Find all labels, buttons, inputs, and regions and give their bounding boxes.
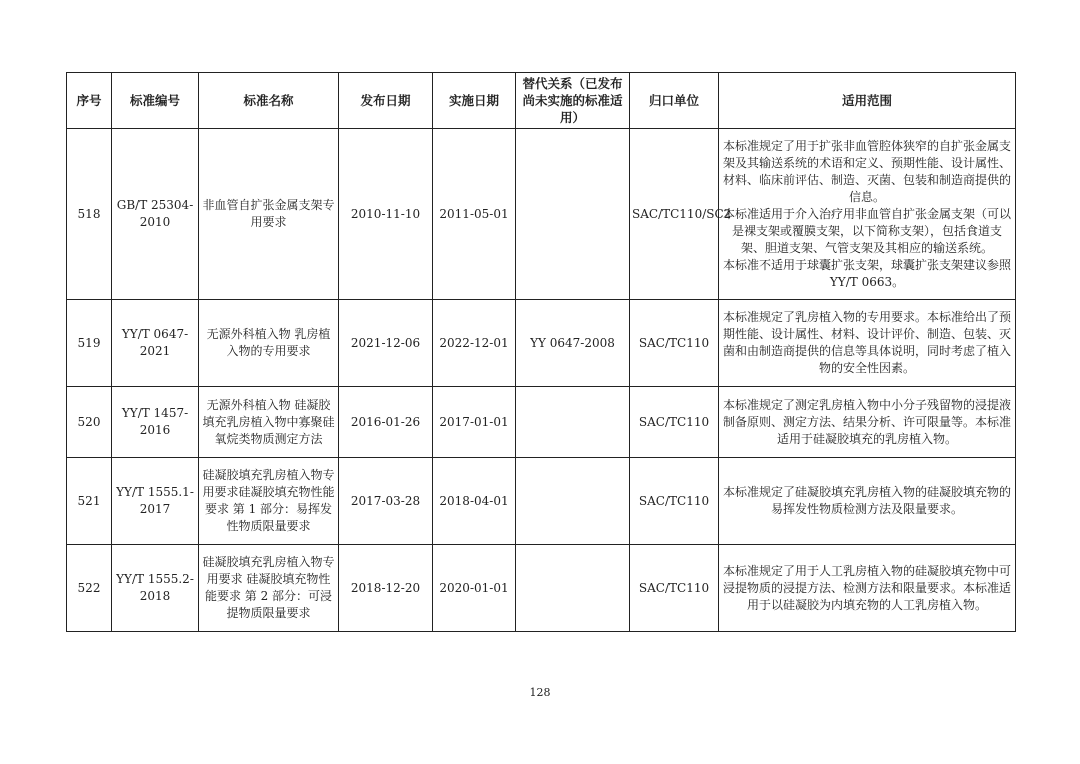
cell-name: 非血管自扩张金属支架专用要求 (199, 129, 339, 300)
scope-paragraph: 本标准规定了用于扩张非血管腔体狭窄的自扩张金属支架及其输送系统的术语和定义、预期性能、设计属性、材料、临床前评估、制造、灭菌、包装和制造商提供的信息。 (722, 138, 1011, 204)
cell-scope (719, 387, 1016, 458)
cell-unit: SAC/TC110 (630, 387, 719, 458)
cell-release-date: 2018-12-20 (339, 545, 433, 632)
table-row (67, 458, 1016, 545)
standards-table (66, 72, 1016, 632)
cell-seq: 522 (67, 545, 112, 632)
cell-replacement (516, 458, 630, 545)
scope-paragraph: 本标准规定了乳房植入物的专用要求。本标准给出了预期性能、设计属性、材料、设计评价、制造、包装、灭菌和由制造商提供的信息等具体说明，同时考虑了植入物的安全性因素。 (722, 310, 1011, 375)
cell-scope (719, 458, 1016, 545)
header-scope: 适用范围 (719, 73, 1016, 129)
cell-scope (719, 545, 1016, 632)
cell-implement-date: 2018-04-01 (433, 458, 516, 545)
cell-unit: SAC/TC110 (630, 458, 719, 545)
cell-code: YY/T 1457-2016 (112, 387, 199, 458)
scope-paragraph: 本标准适用于介入治疗用非血管自扩张金属支架（可以是裸支架或覆膜支架，以下简称支架），包括食道支架、胆道支架、气管支架及其相应的输送系统。 (722, 206, 1011, 255)
cell-release-date: 2010-11-10 (339, 129, 433, 300)
scope-paragraph: 本标准规定了硅凝胶填充乳房植入物的硅凝胶填充物的易挥发性物质检测方法及限量要求。 (722, 485, 1011, 516)
cell-code: YY/T 1555.1-2017 (112, 458, 199, 545)
scope-paragraph: 本标准不适用于球囊扩张支架，球囊扩张支架建议参照 YY/T 0663。 (722, 257, 1011, 289)
cell-code: YY/T 1555.2-2018 (112, 545, 199, 632)
cell-name: 无源外科植入物 乳房植入物的专用要求 (199, 300, 339, 387)
page-number: 128 (529, 686, 551, 699)
cell-name: 无源外科植入物 硅凝胶填充乳房植入物中寡聚硅氧烷类物质测定方法 (199, 387, 339, 458)
cell-seq: 521 (67, 458, 112, 545)
header-implement-date: 实施日期 (433, 73, 516, 129)
cell-name: 硅凝胶填充乳房植入物专用要求 硅凝胶填充物性能要求 第 2 部分：可浸提物质限量要求 (199, 545, 339, 632)
cell-release-date: 2021-12-06 (339, 300, 433, 387)
header-unit: 归口单位 (630, 73, 719, 129)
table-row (67, 545, 1016, 632)
cell-implement-date: 2017-01-01 (433, 387, 516, 458)
cell-code: YY/T 0647-2021 (112, 300, 199, 387)
cell-replacement (516, 545, 630, 632)
cell-replacement: YY 0647-2008 (516, 300, 630, 387)
cell-name: 硅凝胶填充乳房植入物专用要求硅凝胶填充物性能要求 第 1 部分：易挥发性物质限量要求 (199, 458, 339, 545)
header-code: 标准编号 (112, 73, 199, 129)
header-seq: 序号 (67, 73, 112, 129)
cell-code: GB/T 25304-2010 (112, 129, 199, 300)
header-release-date: 发布日期 (339, 73, 433, 129)
cell-implement-date: 2020-01-01 (433, 545, 516, 632)
table-header-row (67, 73, 1016, 129)
cell-implement-date: 2011-05-01 (433, 129, 516, 300)
cell-release-date: 2017-03-28 (339, 458, 433, 545)
cell-unit: SAC/TC110 (630, 545, 719, 632)
scope-paragraph: 本标准规定了测定乳房植入物中小分子残留物的浸提液制备原则、测定方法、结果分析、许可限量等。本标准适用于硅凝胶填充的乳房植入物。 (722, 397, 1011, 446)
table-row (67, 129, 1016, 300)
cell-scope (719, 129, 1016, 300)
cell-seq: 520 (67, 387, 112, 458)
table-row (67, 300, 1016, 387)
cell-replacement (516, 129, 630, 300)
cell-seq: 518 (67, 129, 112, 300)
cell-release-date: 2016-01-26 (339, 387, 433, 458)
cell-unit: SAC/TC110/SC2 (630, 129, 719, 300)
header-name: 标准名称 (199, 73, 339, 129)
cell-unit: SAC/TC110 (630, 300, 719, 387)
scope-paragraph: 本标准规定了用于人工乳房植入物的硅凝胶填充物中可浸提物质的浸提方法、检测方法和限量要求。本标准适用于以硅凝胶为内填充物的人工乳房植入物。 (722, 563, 1011, 612)
cell-implement-date: 2022-12-01 (433, 300, 516, 387)
cell-seq: 519 (67, 300, 112, 387)
table-row (67, 387, 1016, 458)
cell-scope (719, 300, 1016, 387)
header-replacement: 替代关系（已发布尚未实施的标准适用） (516, 73, 630, 129)
cell-replacement (516, 387, 630, 458)
